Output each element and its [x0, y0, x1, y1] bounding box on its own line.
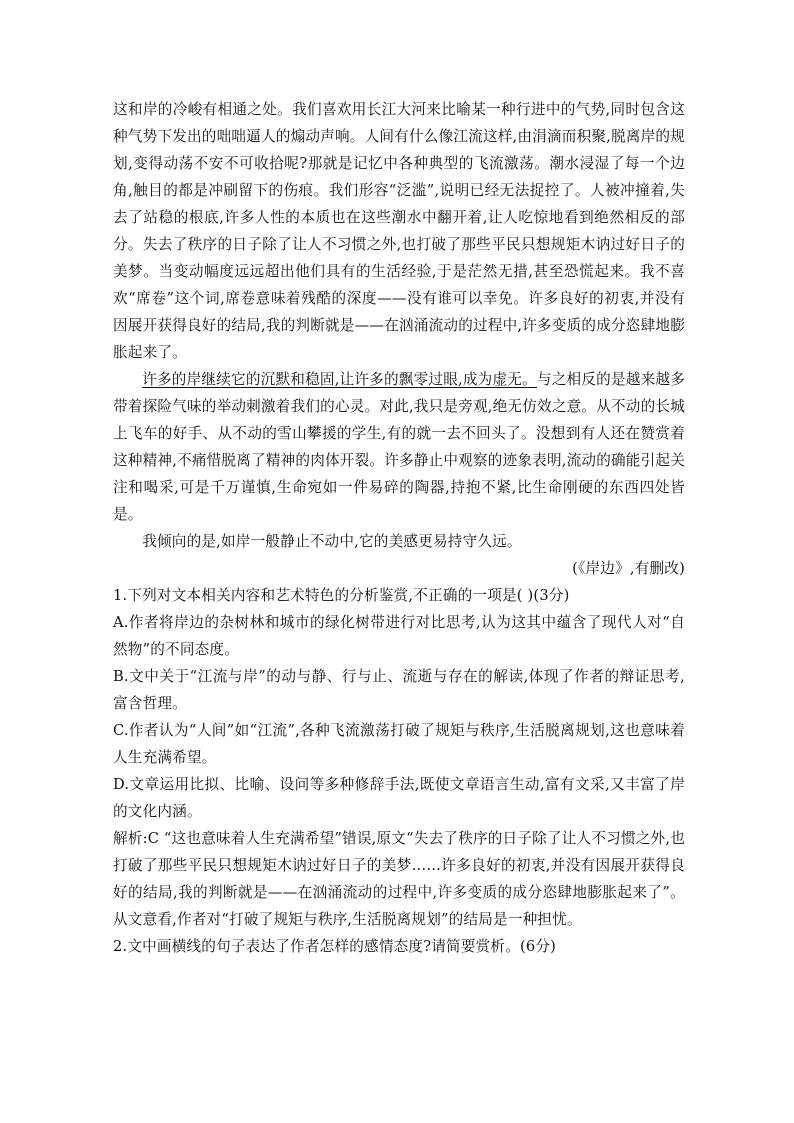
question-1-option-d: D.文章运用比拟、比喻、设问等多种修辞手法,既使文章语言生动,富有文采,又丰富了岸的文化内涵。: [113, 776, 685, 820]
question-1-option-a: A.作者将岸边的杂树林和城市的绿化树带进行对比思考,认为这其中蕴含了现代人对“自然物”的不同态度。: [113, 614, 685, 658]
question-2-stem: 2.文中画横线的句子表达了作者怎样的感情态度?请简要赏析。(6分): [113, 938, 557, 955]
passage-paragraph-1: 这和岸的冷峻有相通之处。我们喜欢用长江大河来比喻某一种行进中的气势,同时包含这种气势下发出的咄咄逼人的煽动声响。人间有什么像江流这样,由涓滴而积聚,脱离岸的规划,变得动荡不安不可收拾呢?那就是记忆中各种典型的飞流激荡。潮水浸湿了每一个边角,触目的都是冲刷留下的伤痕。我们形容“泛滥”,说明已经无法捉控了。人被冲撞着,失去了站稳的根底,许多人性的本质也在这些潮水中翻开着,让人吃惊地看到绝然相反的部分。失去了秩序的日子除了让人不习惯之外,也打破了那些平民只想规矩木讷过好日子的美梦。当变动幅度远远超出他们具有的生活经验,于是茫然无措,甚至恐慌起来。我不喜欢“席卷”这个词,席卷意味着残酷的深度——没有谁可以幸免。许多良好的初衷,并没有因展开获得良好的结局,我的判断就是——在汹涌流动的过程中,许多变质的成分恣肆地膨胀起来了。: [113, 101, 685, 361]
question-1-option-c: C.作者认为“人间”如“江流”,各种飞流激荡打破了规矩与秩序,生活脱离规划,这也意味着人生充满希望。: [113, 722, 685, 766]
question-1-stem: 1.下列对文本相关内容和艺术特色的分析鉴赏,不正确的一项是( )(3分): [113, 587, 570, 604]
document-content: [113, 96, 685, 960]
passage-paragraph-3: 我倾向的是,如岸一般静止不动中,它的美感更易持守久远。: [142, 533, 522, 550]
passage-source: (《岸边》,有删改): [572, 560, 685, 577]
passage-paragraph-2: [113, 366, 685, 528]
underlined-sentence: 许多的岸继续它的沉默和稳固,让许多的飘零过眼,成为虚无。: [142, 371, 537, 388]
question-1-analysis: 解析:C “这也意味着人生充满希望”错误,原文“失去了秩序的日子除了让人不习惯之外,也打破了那些平民只想规矩木讷过好日子的美梦……许多良好的初衷,并没有因展开获得良好的结局,我的判断就是——在汹涌流动的过程中,许多变质的成分恣肆地膨胀起来了”。从文意看,作者对“打破了规矩与秩序,生活脱离规划”的结局是一种担忧。: [113, 830, 685, 928]
passage-paragraph-2-rest: 与之相反的是越来越多带着探险气味的举动刺激着我们的心灵。对此,我只是旁观,绝无仿效之意。从不动的长城上飞车的好手、从不动的雪山攀援的学生,有的就一去不回头了。没想到有人还在赞赏着这种精神,不痛惜脱离了精神的肉体开裂。许多静止中观察的迹象表明,流动的确能引起关注和喝采,可是千万谨慎,生命宛如一件易碎的陶器,持抱不紧,比生命刚硬的东西四处皆是。: [113, 371, 685, 523]
question-1-option-b: B.文中关于“江流与岸”的动与静、行与止、流逝与存在的解读,体现了作者的辩证思考,富含哲理。: [113, 668, 685, 712]
